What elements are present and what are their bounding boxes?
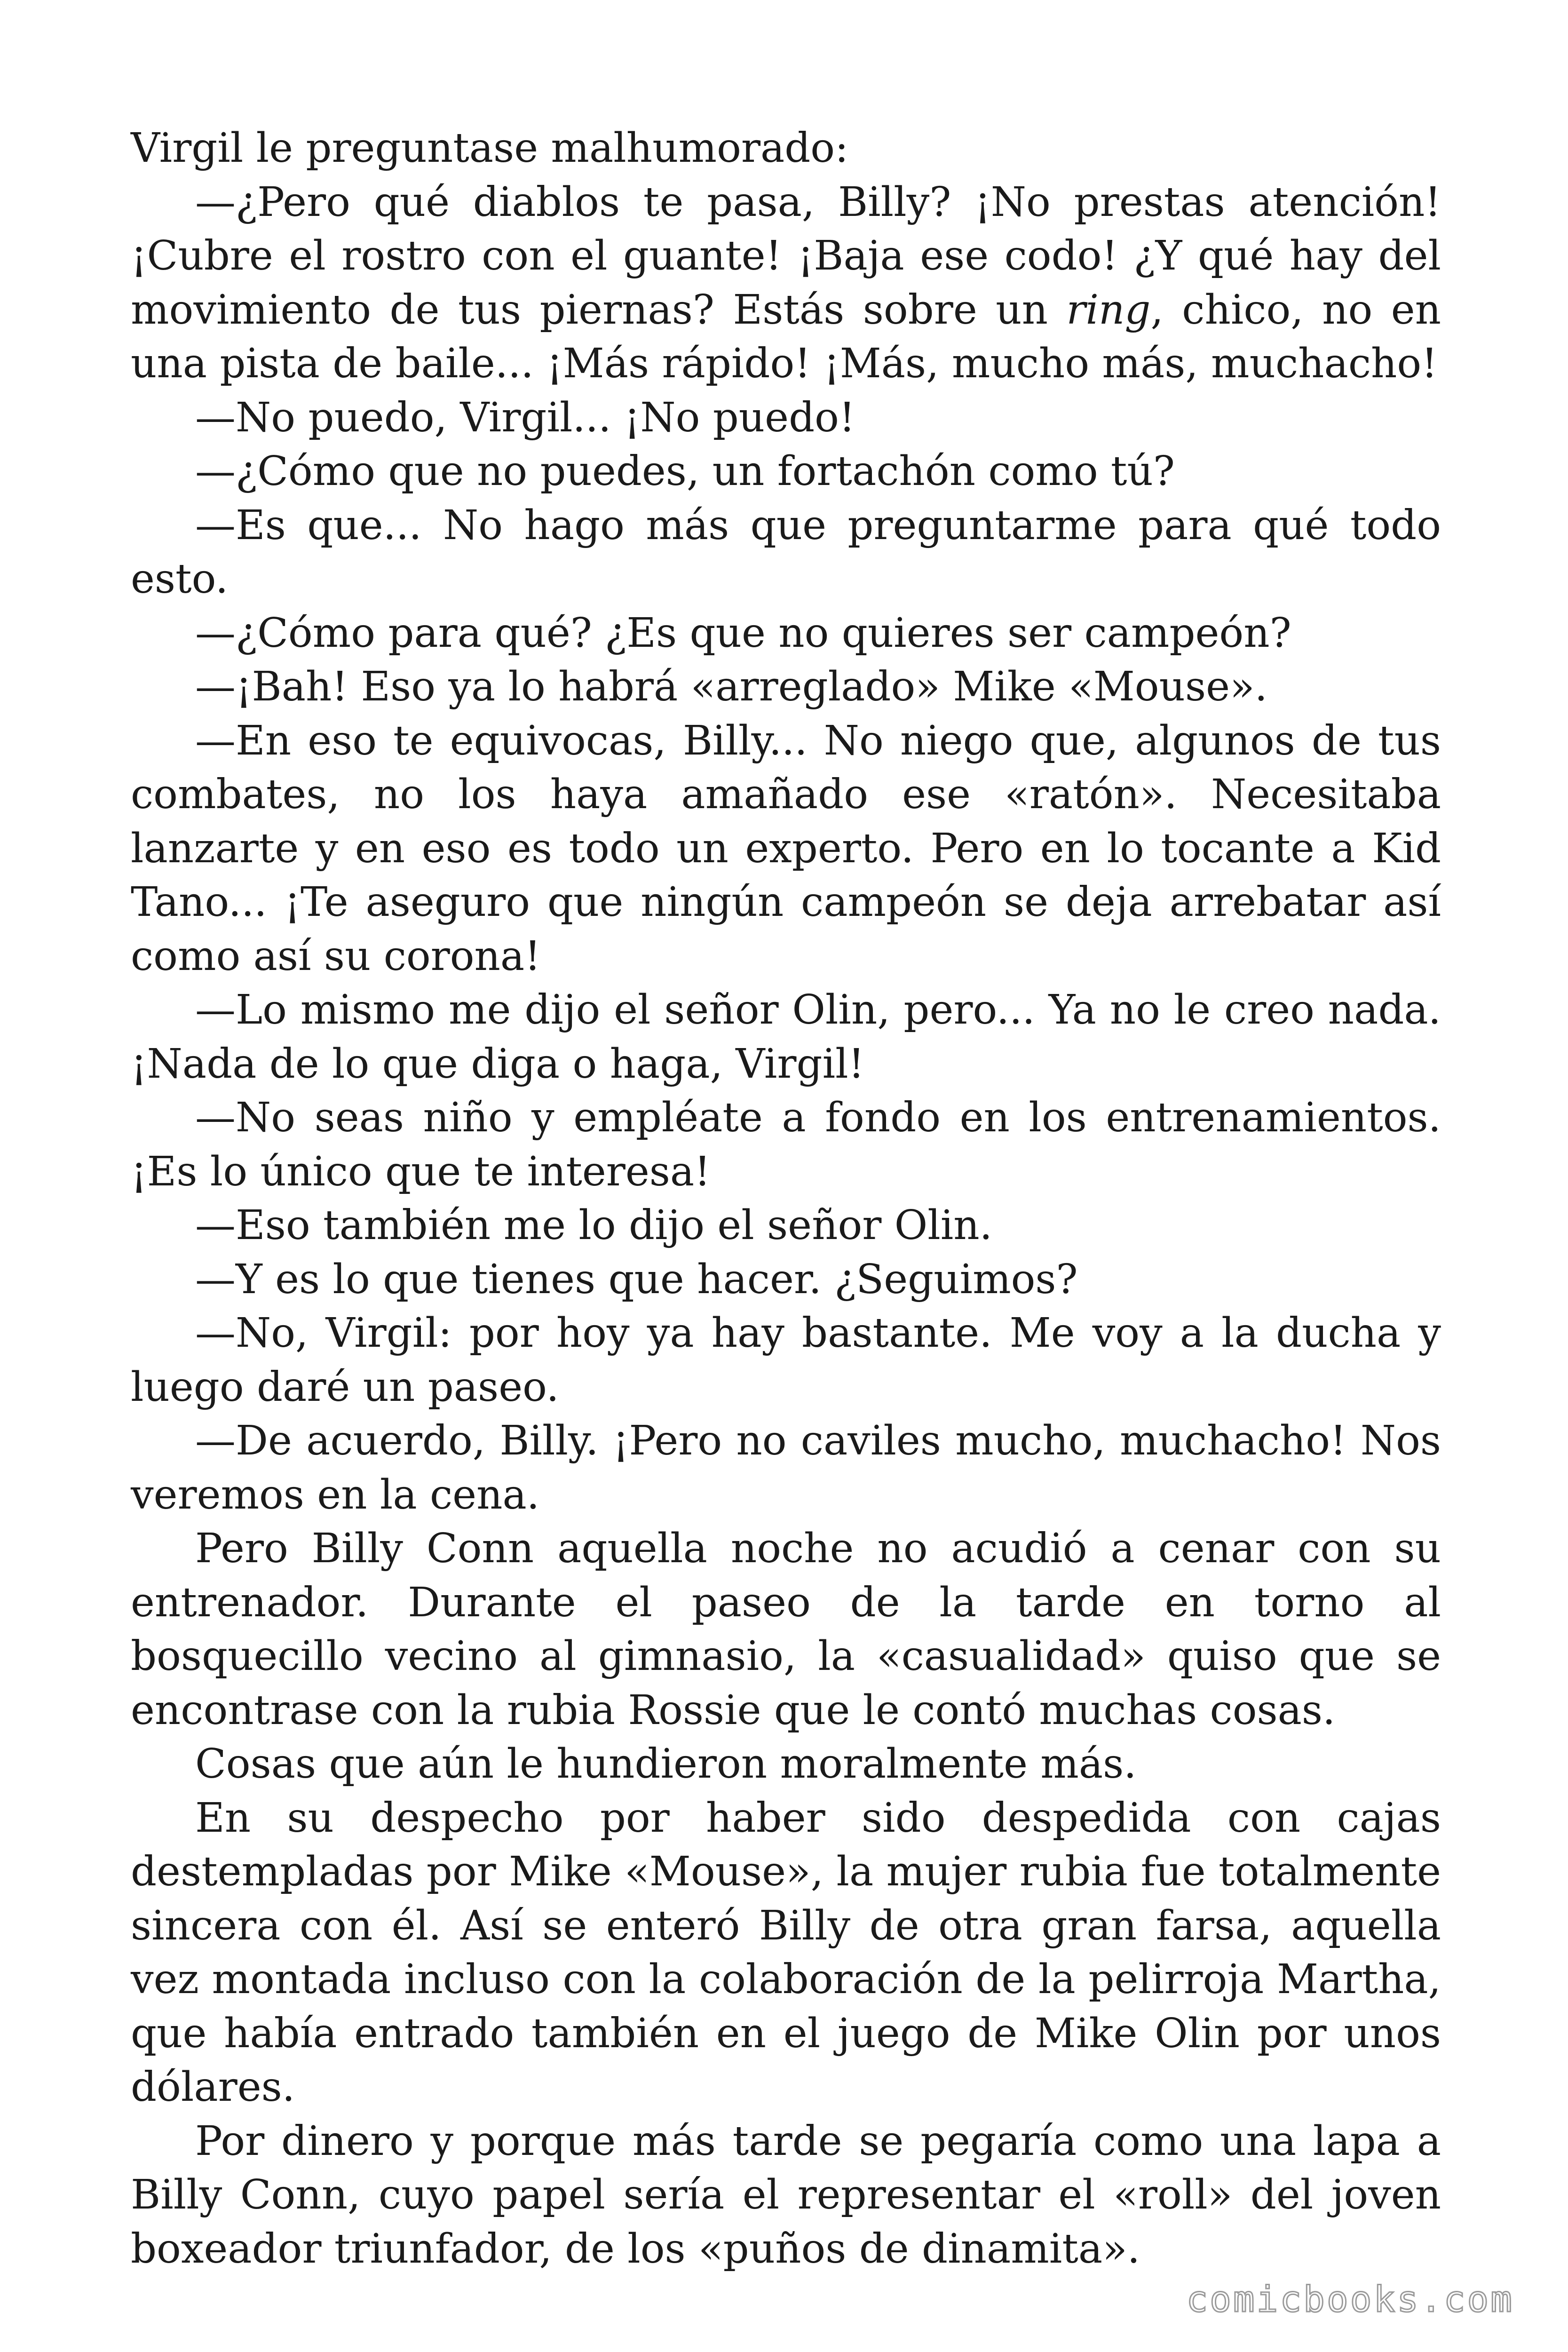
- paragraph-2: —No puedo, Virgil... ¡No puedo!: [195, 394, 855, 441]
- paragraph-8: —Lo mismo me dijo el señor Olin, pero... Ya no le creo nada. ¡Nada de lo que diga o haga, Virgil!: [131, 986, 1441, 1088]
- paragraph-1-part-b: , chico, no en una pista de baile... ¡Más rápido! ¡Más, mucho más, muchacho!: [131, 286, 1441, 387]
- paragraph-10: —Eso también me lo dijo el señor Olin.: [195, 1202, 992, 1249]
- paragraph-9: —No seas niño y empléate a fondo en los entrenamientos. ¡Es lo único que te interesa!: [131, 1094, 1441, 1195]
- paragraph-16: En su despecho por haber sido despedida con cajas destempladas por Mike «Mouse», la mujer rubia fue totalmente sincera con él. Así se enteró Billy de otra gran farsa, aquella vez montada incluso con la colaboración de la pelirroja Martha, que había entrado también en el juego de Mike Olin por unos dólares.: [131, 1794, 1441, 2111]
- site-watermark: comicbooks.com: [1186, 2278, 1514, 2320]
- paragraph-14: Pero Billy Conn aquella noche no acudió a cenar con su entrenador. Durante el paseo de la tarde en torno al bosquecillo vecino al gimnasio, la «casualidad» quiso que se encontrase con la rubia Rossie que le contó muchas cosas.: [131, 1525, 1441, 1734]
- paragraph-13: —De acuerdo, Billy. ¡Pero no caviles mucho, muchacho! Nos veremos en la cena.: [131, 1417, 1441, 1518]
- paragraph-0: Virgil le preguntase malhumorado:: [131, 125, 849, 172]
- paragraph-12: —No, Virgil: por hoy ya hay bastante. Me voy a la ducha y luego daré un paseo.: [131, 1310, 1441, 1411]
- paragraph-5: —¿Cómo para qué? ¿Es que no quieres ser campeón?: [195, 609, 1291, 657]
- paragraph-17: Por dinero y porque más tarde se pegaría como una lapa a Billy Conn, cuyo papel sería el representar el «roll» del joven boxeador triunfador, de los «puños de dinamita».: [131, 2117, 1441, 2273]
- body-text: [131, 121, 1441, 2276]
- paragraph-7: —En eso te equivocas, Billy... No niego que, algunos de tus combates, no los haya amañado ese «ratón». Necesitaba lanzarte y en eso es todo un experto. Pero en lo tocante a Kid Tano... ¡Te aseguro que ningún campeón se deja arrebatar así como así su corona!: [131, 717, 1441, 980]
- paragraph-15: Cosas que aún le hundieron moralmente más.: [195, 1740, 1137, 1788]
- paragraph-4: —Es que... No hago más que preguntarme para qué todo esto.: [131, 501, 1441, 603]
- paragraph-1: [131, 175, 1441, 391]
- paragraph-6: —¡Bah! Eso ya lo habrá «arreglado» Mike «Mouse».: [195, 663, 1267, 710]
- paragraph-11: —Y es lo que tienes que hacer. ¿Seguimos?: [195, 1255, 1078, 1303]
- paragraph-1-italic-word: ring: [1066, 286, 1151, 334]
- paragraph-1-part-a: —¿Pero qué diablos te pasa, Billy? ¡No prestas atención! ¡Cubre el rostro con el guante! ¡Baja ese codo! ¿Y qué hay del movimiento de tus piernas? Estás sobre un: [131, 178, 1441, 334]
- paragraph-3: —¿Cómo que no puedes, un fortachón como tú?: [195, 448, 1175, 495]
